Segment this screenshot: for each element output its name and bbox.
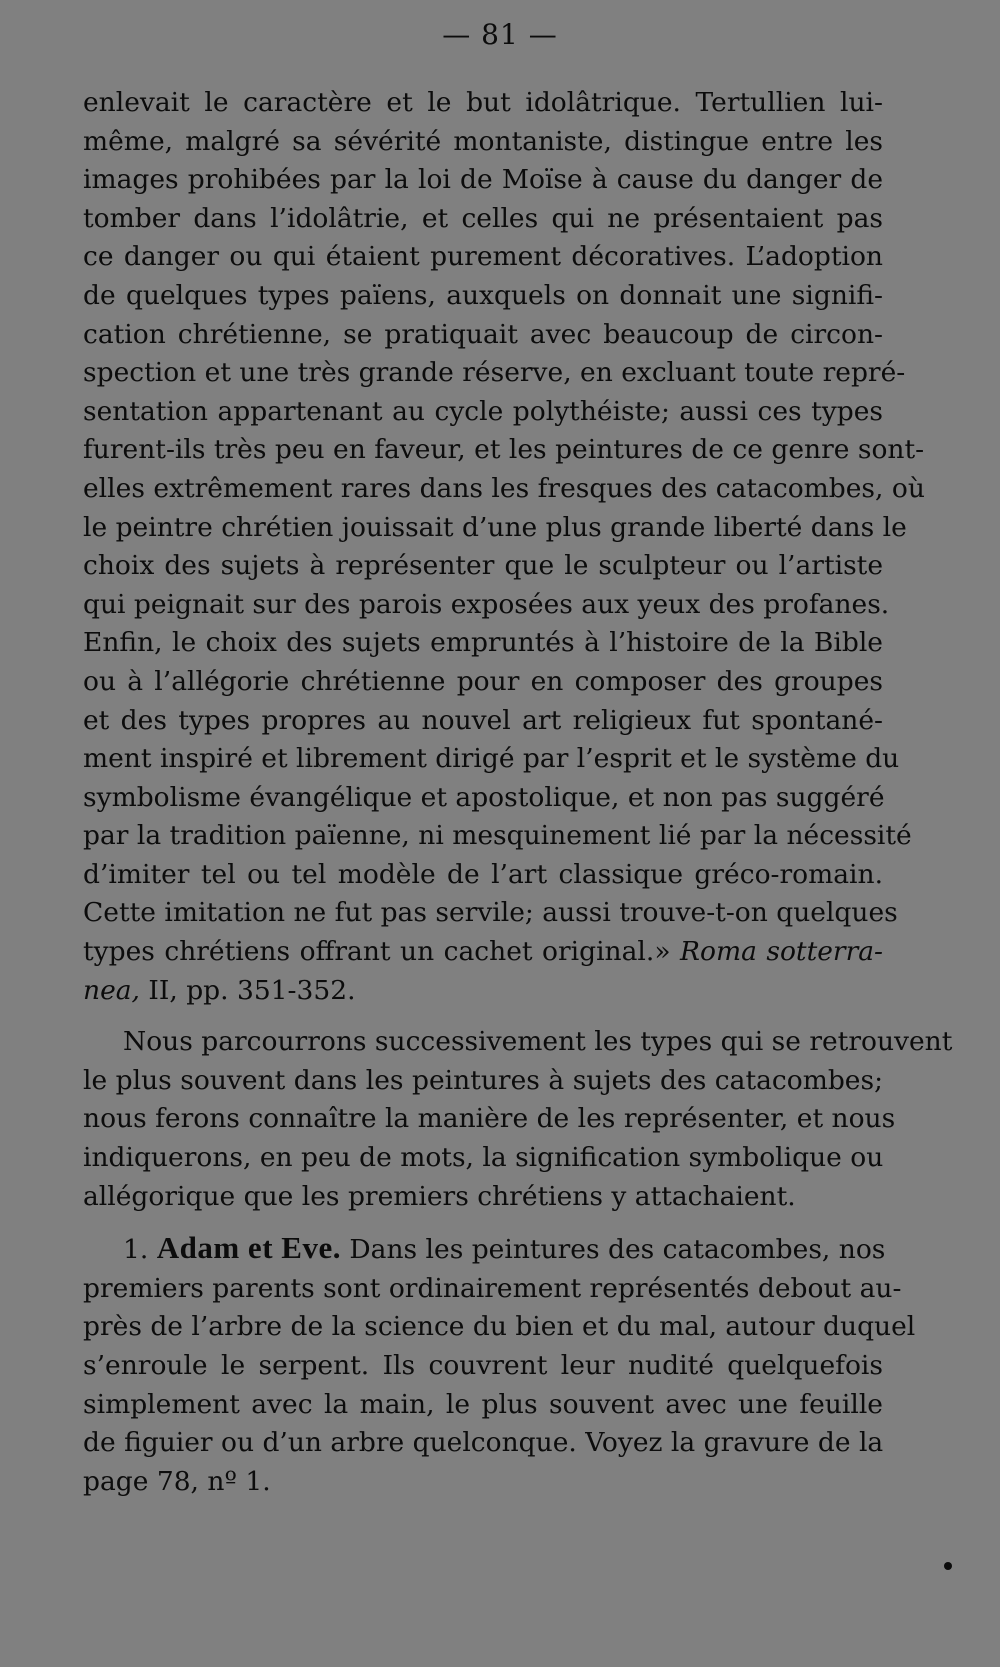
text-line: page 78, nº 1. — [83, 1465, 271, 1497]
text-line: le plus souvent dans les peintures à sujets des catacombes; — [83, 1064, 883, 1096]
text-line: de quelques types païens, auxquels on donnait une signifi- — [83, 279, 883, 311]
text-line: ment inspiré et librement dirigé par l’esprit et le système du — [83, 743, 900, 775]
text-line: Nous parcourrons successivement les types qui se retrouvent — [123, 1026, 953, 1058]
text-line: Cette imitation ne fut pas servile; aussi trouve-t-on quelques — [83, 897, 898, 929]
text-line: ce danger ou qui étaient purement décoratives. L’adoption — [83, 241, 883, 273]
text-line: d’imiter tel ou tel modèle de l’art classique gréco-romain. — [83, 858, 883, 890]
text-line: cation chrétienne, se pratiquait avec beaucoup de circon- — [83, 318, 883, 350]
source-title-cont: nea, — [83, 974, 140, 1006]
text-line — [83, 1229, 886, 1270]
text-line: enlevait le caractère et le but idolâtrique. Tertullien lui- — [83, 87, 883, 118]
section-first-line: Dans les peintures des catacombes, nos — [349, 1234, 886, 1266]
text-line: de figuier ou d’un arbre quelconque. Voyez la gravure de la — [83, 1427, 884, 1459]
text-line: s’enroule le serpent. Ils couvrent leur nudité quelquefois — [83, 1350, 883, 1381]
text-line: images prohibées par la loi de Moïse à cause du danger de — [83, 164, 883, 196]
text-line — [83, 972, 883, 1011]
paragraph-gap — [83, 1216, 883, 1229]
text-line: près de l’arbre de la science du bien et du mal, autour duquel — [83, 1311, 916, 1343]
text-line: symbolisme évangélique et apostolique, et non pas suggéré — [83, 781, 885, 813]
paragraph-intro — [83, 1023, 953, 1216]
text-line: Enfin, le choix des sujets empruntés à l’histoire de la Bible — [83, 627, 883, 659]
text-line: indiquerons, en peu de mots, la signification symbolique ou — [83, 1142, 884, 1174]
ink-speck — [944, 1562, 952, 1570]
text-line: elles extrêmement rares dans les fresques des catacombes, où — [83, 472, 925, 504]
paragraph-adam-eve — [83, 1229, 916, 1501]
text-line: simplement avec la main, le plus souvent avec une feuille — [83, 1388, 883, 1420]
text-line — [83, 933, 883, 972]
text-line: spection et une très grande réserve, en excluant toute repré- — [83, 357, 906, 389]
paragraph-gap — [83, 1010, 883, 1023]
paragraph-quote — [83, 84, 925, 1010]
section-heading: Adam et Eve. — [156, 1230, 341, 1266]
quote-end-text: types chrétiens offrant un cachet original.» — [83, 936, 671, 968]
text-line: nous ferons connaître la manière de les représenter, et nous — [83, 1103, 896, 1135]
text-line: par la tradition païenne, ni mesquinement lié par la nécessité — [83, 820, 912, 852]
section-number: 1. — [123, 1234, 149, 1266]
text-line: choix des sujets à représenter que le sculpteur ou l’artiste — [83, 550, 883, 582]
text-line: et des types propres au nouvel art religieux fut spontané- — [83, 704, 883, 736]
text-line: furent-ils très peu en faveur, et les peintures de ce genre sont- — [83, 434, 925, 466]
text-line: qui peignait sur des parois exposées aux yeux des profanes. — [83, 588, 890, 620]
source-reference: II, pp. 351-352. — [139, 974, 356, 1006]
text-line: premiers parents sont ordinairement représentés debout au- — [83, 1272, 902, 1304]
text-line: ou à l’allégorie chrétienne pour en composer des groupes — [83, 665, 883, 697]
text-line: sentation appartenant au cycle polythéiste; aussi ces types — [83, 395, 883, 427]
text-line: tomber dans l’idolâtrie, et celles qui ne présentaient pas — [83, 202, 883, 234]
text-line: le peintre chrétien jouissait d’une plus grande liberté dans le — [83, 511, 907, 543]
text-line: même, malgré sa sévérité montaniste, distingue entre les — [83, 125, 883, 157]
text-line: allégorique que les premiers chrétiens y attachaient. — [83, 1180, 796, 1212]
source-title: Roma sotterra- — [680, 936, 883, 968]
body-text — [83, 84, 953, 1501]
page-number: — 81 — — [442, 18, 558, 51]
